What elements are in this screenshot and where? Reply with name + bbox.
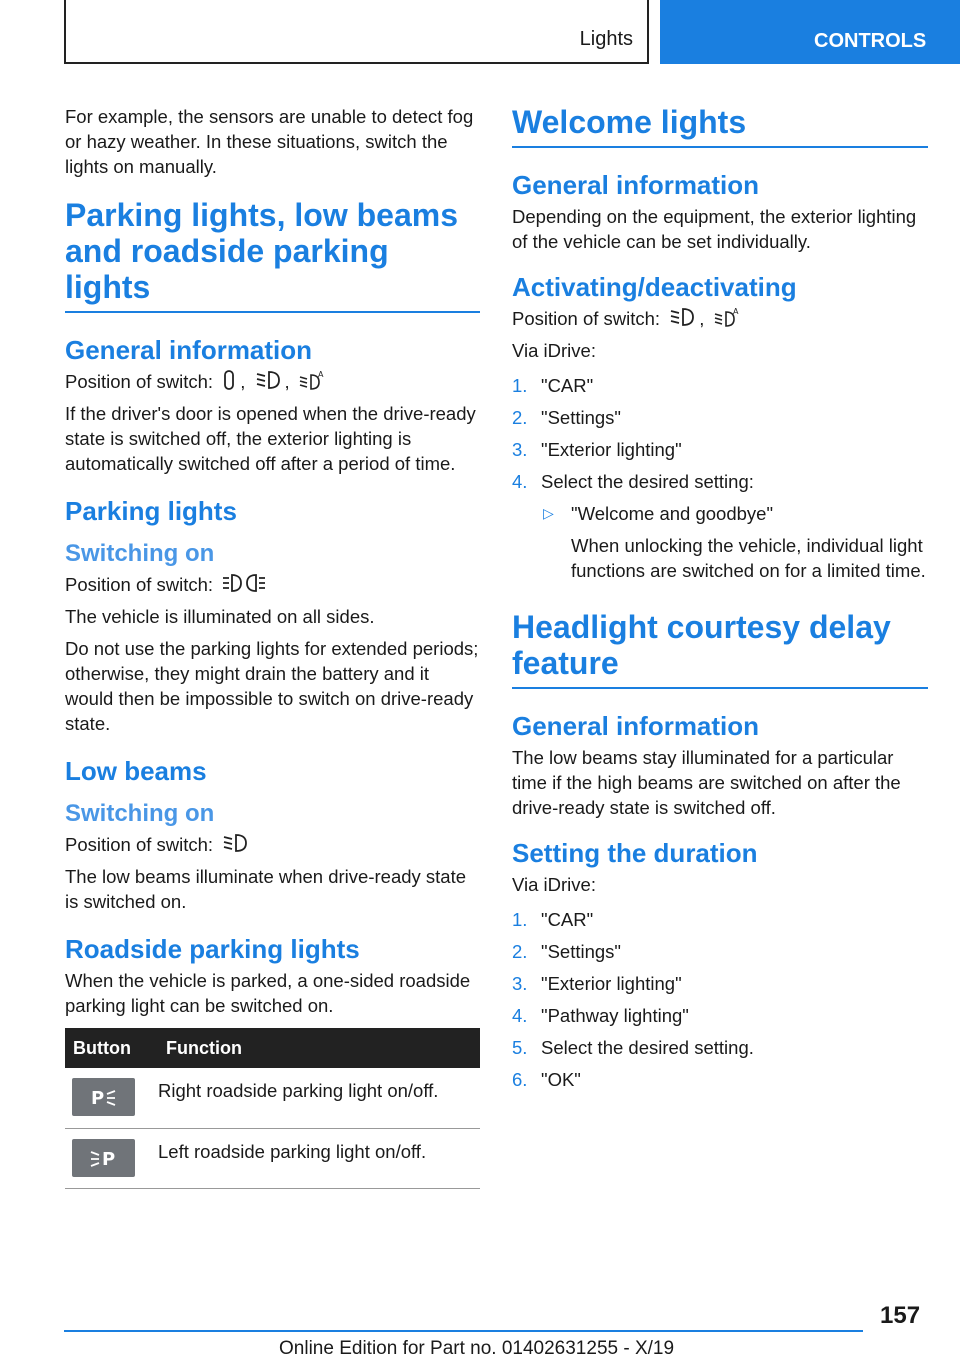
switch-position-label: Position of switch: — [65, 574, 214, 595]
list-item: 4. Select the desired setting: ▷ "Welcome and goodbye" When unlocking the vehicle, individual light functions are switched on for a limited time. — [512, 469, 928, 583]
heading-activating-deactivating: Activating/deactivating — [512, 272, 797, 302]
heading-roadside-parking-lights: Roadside parking lights — [65, 934, 360, 964]
switch-position-label: Position of switch: — [65, 834, 214, 855]
table-cell-button — [65, 1128, 158, 1188]
svg-text:P: P — [101, 1148, 115, 1169]
welcome-via-idrive: Via iDrive: — [512, 340, 596, 361]
welcome-general-text: Depending on the equipment, the exterior lighting of the vehicle can be set individually. — [512, 206, 917, 252]
list-item: 1. "CAR" — [512, 909, 594, 930]
delay-steps-list — [512, 907, 928, 1092]
heading-delay-general: General information — [512, 711, 760, 741]
low-beams-text: The low beams illuminate when drive-ready state is switched on. — [65, 866, 467, 912]
roadside-button-table — [65, 1028, 480, 1189]
header-section-box — [64, 0, 649, 64]
triangle-bullet-icon: ▷ — [543, 505, 554, 521]
right-column — [512, 104, 928, 1099]
parking-light-icon — [222, 572, 266, 594]
auto-light-icon — [299, 369, 325, 391]
list-item: 6. "OK" — [512, 1069, 581, 1090]
switch-position-line: Position of switch: , , A — [65, 370, 324, 392]
low-beam-icon — [222, 832, 248, 854]
parking-switch-line — [65, 572, 480, 597]
low-switch-line — [65, 832, 480, 857]
heading-parking-low-roadside: Parking lights, low beams and roadside parking lights — [65, 197, 480, 313]
list-item: 4. "Pathway lighting" — [512, 1005, 689, 1026]
svg-text:A: A — [732, 307, 738, 316]
right-parking-light-icon — [72, 1078, 135, 1116]
low-beam-icon — [255, 369, 281, 391]
left-parking-light-icon — [72, 1139, 135, 1177]
table-cell-button — [65, 1068, 158, 1128]
welcome-option-text: When unlocking the vehicle, individual light functions are switched on for a limited time. — [571, 535, 926, 581]
delay-general-text: The low beams stay illuminated for a particular time if the high beams are switched on after the drive-ready state is switched off. — [512, 747, 901, 818]
heading-headlight-courtesy-delay: Headlight courtesy delay feature — [512, 609, 928, 689]
welcome-switch-line: Position of switch: , A — [512, 307, 738, 329]
list-item: 2. "Settings" — [512, 407, 621, 428]
auto-light-icon — [714, 306, 740, 328]
header-section-title: Lights — [579, 28, 633, 50]
heading-welcome-lights: Welcome lights — [512, 104, 928, 148]
svg-text:P: P — [90, 1088, 104, 1108]
svg-text:A: A — [317, 370, 324, 379]
welcome-sub-options — [541, 501, 928, 583]
roadside-text: When the vehicle is parked, a one-sided roadside parking light can be switched on. — [65, 970, 471, 1016]
footer-divider — [64, 1330, 863, 1332]
table-header-function: Function — [158, 1028, 480, 1068]
table-cell-function: Left roadside parking light on/off. — [158, 1128, 480, 1188]
left-column — [65, 104, 480, 1189]
switch-position-label: Position of switch: — [65, 371, 214, 392]
delay-via-idrive: Via iDrive: — [512, 874, 596, 895]
parking-text-2: Do not use the parking lights for extended periods; otherwise, they might drain the battery and it would then be impossible to switch on drive-ready state. — [65, 638, 479, 734]
heading-general-information: General information — [65, 335, 313, 365]
off-position-icon — [222, 369, 236, 391]
list-item: 3. "Exterior lighting" — [512, 973, 682, 994]
list-item: 5. Select the desired setting. — [512, 1037, 754, 1058]
general-info-text: If the driver's door is opened when the drive-ready state is switched off, the exterior lighting is automatically switched off after a period of time. — [65, 403, 476, 474]
heading-low-beams: Low beams — [65, 756, 207, 786]
table-row — [65, 1128, 480, 1188]
table-row — [65, 1068, 480, 1128]
sub-list-item: ▷ "Welcome and goodbye" When unlocking the vehicle, individual light functions are switched on for a limited time. — [541, 501, 928, 583]
list-item: 1. "CAR" — [512, 375, 594, 396]
welcome-steps-list — [512, 373, 928, 583]
page-number: 157 — [880, 1302, 921, 1329]
table-cell-function: Right roadside parking light on/off. — [158, 1068, 480, 1128]
heading-parking-lights: Parking lights — [65, 496, 237, 526]
low-beam-icon — [669, 306, 695, 328]
switch-position-label: Position of switch: — [512, 308, 661, 329]
parking-text-1: The vehicle is illuminated on all sides. — [65, 606, 375, 627]
list-item: 2. "Settings" — [512, 941, 621, 962]
heading-welcome-general: General information — [512, 170, 760, 200]
table-header-button: Button — [65, 1028, 158, 1068]
heading-setting-duration: Setting the duration — [512, 838, 758, 868]
heading-low-switching-on: Switching on — [65, 800, 215, 827]
footer-edition: Online Edition for Part no. 01402631255 - X/19 — [279, 1338, 675, 1359]
header-chapter-box — [660, 0, 960, 64]
list-item: 3. "Exterior lighting" — [512, 439, 682, 460]
header-chapter-title: CONTROLS — [814, 30, 927, 52]
heading-parking-switching-on: Switching on — [65, 540, 215, 567]
intro-text: For example, the sensors are unable to detect fog or hazy weather. In these situations, switch the lights on manually. — [65, 106, 474, 177]
